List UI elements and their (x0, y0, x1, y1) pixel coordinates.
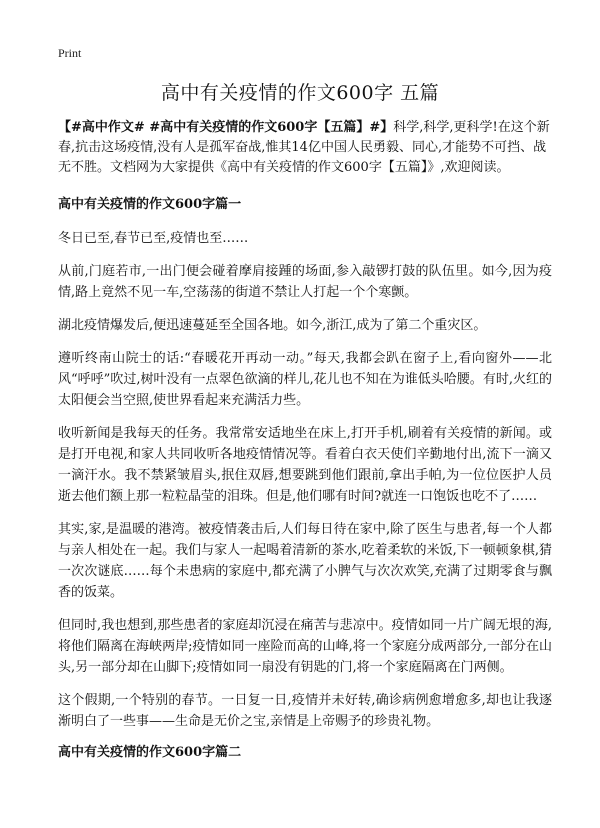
section-heading-2: 高中有关疫情的作文600字篇二 (58, 745, 242, 760)
paragraph: 冬日已至,春节已至,疫情也至…… (58, 231, 249, 246)
paragraph: 收听新闻是我每天的任务。我常常安适地坐在床上,打开手机,刷着有关疫情的新闻。或是打开电视,和家人共同收听各地疫情情况等。看着白衣天使们辛勤地付出,流下一滴又一滴汗水。我不禁紧皱眉头,抿住双唇,想要跳到他们跟前,拿出手帕,为一位位医护人员逝去他们额上那一粒粒晶莹的泪珠。但是,他们哪有时间?就连一口饱饭也吃不了…… (58, 426, 552, 504)
paragraph: 从前,门庭若市,一出门便会碰着摩肩接踵的场面,参入敲锣打鼓的队伍里。如今,因为疫情,路上竟然不见一车,空荡荡的街道不禁让人打起一个个寒颤。 (58, 264, 552, 300)
print-link[interactable]: Print (58, 46, 82, 60)
section-heading-1: 高中有关疫情的作文600字篇一 (58, 197, 242, 212)
paragraph: 湖北疫情爆发后,便迅速蔓延至全国各地。如今,浙江,成为了第二个重灾区。 (58, 318, 487, 333)
article-body (58, 118, 552, 776)
intro-tags: 【#高中作文# #高中有关疫情的作文600字【五篇】#】 (58, 120, 394, 135)
intro-text: 科学,科学,更科学!在这个新春,抗击这场疫情,没有人是孤军奋战,惟其14亿中国人民勇毅、同心,才能势不可挡、战无不胜。文档网为大家提供《高中有关疫情的作文600字【五篇】》,欢迎阅读。 (58, 120, 550, 175)
paragraph: 遵听终南山院士的话:“春暖花开再动一动。”每天,我都会趴在窗子上,看向窗外——北风“呼呼”吹过,树叶没有一点翠色欲滴的样儿,花儿也不知在为谁低头哈腰。有时,火红的太阳便会当空照,使世界看起来充满活力些。 (58, 351, 552, 408)
intro-paragraph (58, 118, 552, 178)
paragraph: 其实,家,是温暖的港湾。被疫情袭击后,人们每日待在家中,除了医生与患者,每一个人都与亲人相处在一起。我们与家人一起喝着清新的茶水,吃着柔软的米饭,下一顿顿象棋,猜一次次谜底……每个未患病的家庭中,都充满了小脾气与次次欢笑,充满了过期零食与飘香的饭菜。 (58, 522, 552, 600)
paragraph: 但同时,我也想到,那些患者的家庭却沉浸在痛苦与悲凉中。疫情如同一片广阔无垠的海,将他们隔离在海峡两岸;疫情如同一座险而高的山峰,将一个家庭分成两部分,一部分在山头,另一部分却在山脚下;疫情如同一扇没有钥匙的门,将一个家庭隔离在门两侧。 (58, 618, 552, 675)
page-title: 高中有关疫情的作文600字 五篇 (160, 82, 440, 104)
paragraph: 这个假期,一个特别的春节。一日复一日,疫情并未好转,确诊病例愈增愈多,却也让我逐渐明白了一些事——生命是无价之宝,亲情是上帝赐予的珍贵礼物。 (58, 693, 552, 729)
